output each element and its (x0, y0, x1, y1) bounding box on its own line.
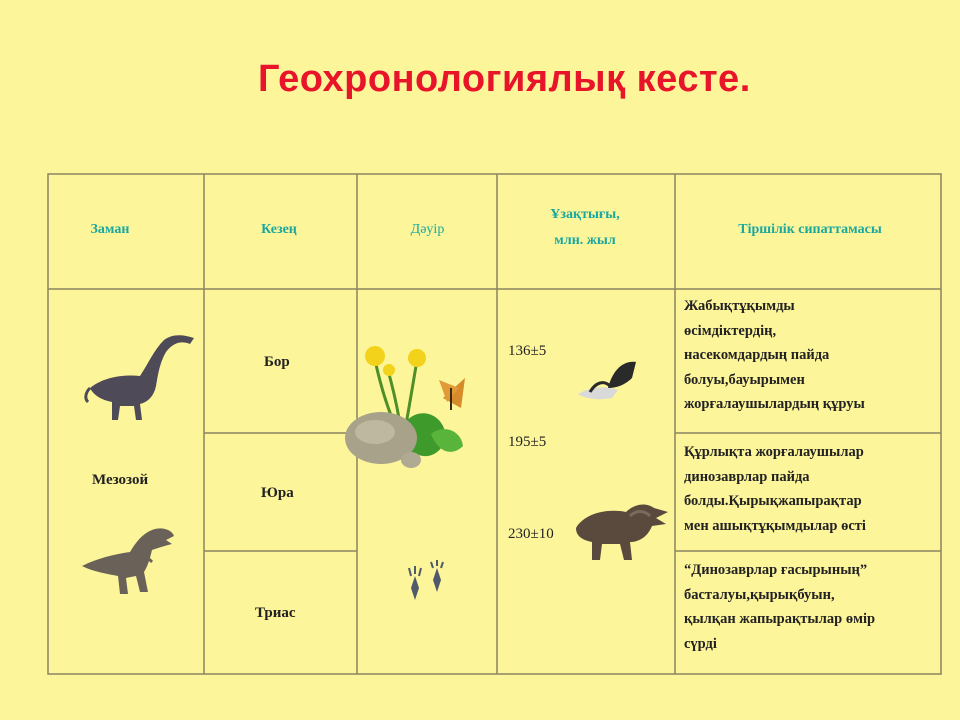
duration-triassic: 230±10 (508, 526, 554, 542)
header-era: Заман (90, 222, 130, 237)
life-jurassic-line: динозаврлар пайда (684, 468, 810, 485)
life-cretaceous-line: жорғалаушылардың құруы (684, 396, 865, 412)
life-cretaceous-line: Жабықтұқымды (684, 298, 795, 314)
header-duration-line1: Ұзақтығы, (550, 207, 620, 222)
life-cretaceous (684, 294, 865, 417)
header-epoch: Дәуір (410, 222, 445, 237)
life-triassic-line: “Динозаврлар ғасырының” (684, 562, 868, 578)
triceratops-image (570, 494, 670, 564)
page-title: Геохронологиялық кесте. (258, 58, 751, 100)
life-jurassic-line: мен ашықтұқымдылар өсті (684, 517, 866, 534)
header-duration-line2: млн. жыл (554, 233, 616, 248)
header-period: Кезең (261, 222, 297, 237)
life-triassic (684, 558, 875, 656)
duration-jurassic: 195±5 (508, 434, 547, 450)
flowers-rock-image (343, 338, 483, 478)
life-triassic-line: басталуы,қырықбуын, (684, 586, 835, 603)
life-cretaceous-line: болуы,бауырымен (684, 371, 805, 388)
sauropod-image (82, 330, 202, 425)
life-jurassic (684, 440, 866, 538)
header-life: Тіршілік сипаттамасы (738, 222, 882, 237)
trex-image (78, 518, 178, 598)
period-cretaceous: Бор (264, 354, 290, 370)
life-triassic-line: сүрді (684, 635, 717, 652)
pterosaur-image (572, 352, 642, 404)
duration-cretaceous: 136±5 (508, 343, 547, 359)
life-jurassic-line: болды.Қырықжапырақтар (684, 493, 862, 509)
life-triassic-line: қылқан жапырақтылар өмір (684, 611, 876, 627)
footprints-image (403, 560, 449, 604)
period-triassic: Триас (255, 605, 296, 621)
life-cretaceous-line: насекомдардың пайда (684, 347, 830, 363)
life-cretaceous-line: өсімдіктердің, (684, 322, 777, 339)
era-label: Мезозой (92, 472, 149, 488)
period-jurassic: Юра (261, 485, 294, 501)
life-jurassic-line: Құрлықта жорғалаушылар (684, 444, 864, 460)
